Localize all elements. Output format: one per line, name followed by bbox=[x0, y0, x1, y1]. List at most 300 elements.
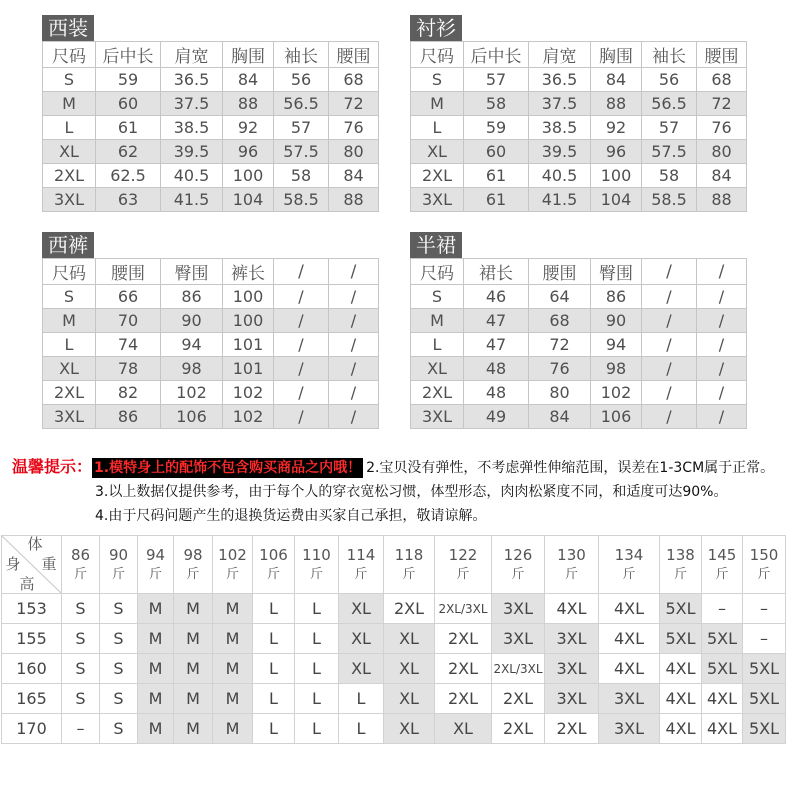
corner-cell bbox=[2, 536, 62, 594]
weight-value: 118 bbox=[394, 545, 424, 564]
recommended-size-cell: S bbox=[100, 714, 138, 744]
measurement-cell: 60 bbox=[464, 140, 529, 164]
measurement-cell: / bbox=[642, 405, 697, 429]
column-header: / bbox=[329, 259, 379, 285]
measurement-cell: 88 bbox=[223, 92, 274, 116]
recommended-size-cell: S bbox=[100, 654, 138, 684]
table-row bbox=[411, 68, 747, 92]
table-row bbox=[2, 654, 786, 684]
table-body bbox=[43, 285, 379, 429]
recommended-size-cell: 3XL bbox=[492, 594, 545, 624]
size-cell: S bbox=[43, 68, 96, 92]
measurement-cell: 37.5 bbox=[161, 92, 223, 116]
size-cell: XL bbox=[411, 357, 464, 381]
header-row bbox=[43, 259, 379, 285]
recommended-size-cell: S bbox=[62, 594, 100, 624]
chart-body bbox=[2, 594, 786, 744]
recommended-size-cell: XL bbox=[384, 654, 435, 684]
tips-section bbox=[12, 455, 788, 529]
recommended-size-cell: 4XL bbox=[599, 594, 660, 624]
shirt-size-table bbox=[410, 15, 746, 212]
recommended-size-cell: 3XL bbox=[545, 624, 599, 654]
measurement-cell: 72 bbox=[697, 92, 747, 116]
measurement-cell: / bbox=[329, 333, 379, 357]
measurement-cell: 102 bbox=[161, 381, 223, 405]
weight-header bbox=[492, 536, 545, 594]
recommended-size-cell: L bbox=[295, 714, 339, 744]
weight-value: 122 bbox=[448, 545, 478, 564]
recommended-size-cell: M bbox=[213, 624, 253, 654]
measurement-cell: 72 bbox=[329, 92, 379, 116]
measurement-cell: 48 bbox=[464, 381, 529, 405]
measurement-cell: 68 bbox=[697, 68, 747, 92]
weight-header bbox=[660, 536, 702, 594]
recommended-size-cell: 3XL bbox=[492, 624, 545, 654]
measurement-cell: 68 bbox=[329, 68, 379, 92]
height-cell: 153 bbox=[2, 594, 62, 624]
measurement-cell: 70 bbox=[96, 309, 161, 333]
measurement-cell: / bbox=[274, 405, 329, 429]
recommended-size-cell: 3XL bbox=[599, 714, 660, 744]
recommended-size-cell: L bbox=[295, 624, 339, 654]
table-row bbox=[43, 164, 379, 188]
weight-value: 130 bbox=[557, 545, 586, 564]
tips-line-3 bbox=[12, 504, 788, 529]
column-header: / bbox=[697, 259, 747, 285]
size-cell: L bbox=[43, 333, 96, 357]
measurement-cell: 98 bbox=[161, 357, 223, 381]
measurement-cell: 58 bbox=[642, 164, 697, 188]
measurement-cell: 88 bbox=[697, 188, 747, 212]
measurement-cell: 106 bbox=[591, 405, 642, 429]
recommended-size-cell: XL bbox=[339, 624, 384, 654]
height-axis-label-char: 高 bbox=[19, 575, 35, 593]
measurement-cell: 38.5 bbox=[161, 116, 223, 140]
weight-unit: 斤 bbox=[673, 566, 687, 582]
column-header: 尺码 bbox=[43, 259, 96, 285]
measurement-cell: 58 bbox=[464, 92, 529, 116]
weight-value: 150 bbox=[749, 545, 779, 564]
table-header bbox=[43, 42, 379, 68]
recommended-size-cell: M bbox=[213, 684, 253, 714]
recommended-size-cell: 4XL bbox=[545, 594, 599, 624]
measurement-cell: 76 bbox=[529, 357, 591, 381]
recommended-size-cell: M bbox=[138, 714, 174, 744]
measurement-cell: 56.5 bbox=[642, 92, 697, 116]
table-row bbox=[411, 357, 747, 381]
weight-value: 114 bbox=[346, 545, 376, 564]
recommended-size-cell: M bbox=[138, 594, 174, 624]
table-row bbox=[43, 333, 379, 357]
recommended-size-cell: M bbox=[138, 624, 174, 654]
measurement-cell: / bbox=[697, 309, 747, 333]
measurement-cell: 61 bbox=[464, 188, 529, 212]
measurement-cell: 39.5 bbox=[161, 140, 223, 164]
measurement-cell: / bbox=[329, 357, 379, 381]
weight-header bbox=[384, 536, 435, 594]
weight-header bbox=[339, 536, 384, 594]
table-row bbox=[411, 333, 747, 357]
size-grid bbox=[410, 41, 747, 212]
measurement-cell: 84 bbox=[697, 164, 747, 188]
measurement-cell: 56 bbox=[274, 68, 329, 92]
weight-axis-label-char: 重 bbox=[41, 555, 57, 573]
recommended-size-cell: M bbox=[138, 654, 174, 684]
height-weight-size-chart bbox=[1, 535, 786, 744]
recommended-size-cell: 4XL bbox=[660, 684, 702, 714]
weight-unit: 斤 bbox=[148, 566, 162, 582]
measurement-cell: 92 bbox=[223, 116, 274, 140]
recommended-size-cell: M bbox=[213, 594, 253, 624]
recommended-size-cell: 5XL bbox=[743, 654, 786, 684]
measurement-cell: 102 bbox=[223, 381, 274, 405]
measurement-cell: 36.5 bbox=[161, 68, 223, 92]
measurement-cell: 88 bbox=[329, 188, 379, 212]
height-cell: 155 bbox=[2, 624, 62, 654]
recommended-size-cell: 2XL bbox=[435, 654, 492, 684]
corner-box bbox=[2, 536, 61, 593]
weight-value: 90 bbox=[108, 545, 129, 564]
size-cell: M bbox=[43, 92, 96, 116]
tip-highlight: 1.模特身上的配饰不包含购买商品之内哦！ bbox=[94, 460, 362, 476]
measurement-cell: 68 bbox=[529, 309, 591, 333]
table-row bbox=[43, 92, 379, 116]
column-header: 袖长 bbox=[642, 42, 697, 68]
measurement-cell: 102 bbox=[591, 381, 642, 405]
table-header bbox=[411, 259, 747, 285]
recommended-size-cell: L bbox=[295, 594, 339, 624]
weight-value: 102 bbox=[218, 545, 247, 564]
weight-unit: 斤 bbox=[456, 566, 470, 582]
measurement-cell: 86 bbox=[161, 285, 223, 309]
weight-header bbox=[174, 536, 213, 594]
measurement-cell: 57 bbox=[274, 116, 329, 140]
measurement-cell: 62 bbox=[96, 140, 161, 164]
measurement-cell: / bbox=[697, 333, 747, 357]
column-header: 胸围 bbox=[591, 42, 642, 68]
column-header: 肩宽 bbox=[161, 42, 223, 68]
column-header: 腰围 bbox=[697, 42, 747, 68]
measurement-cell: 101 bbox=[223, 357, 274, 381]
table-row bbox=[43, 357, 379, 381]
measurement-cell: 41.5 bbox=[161, 188, 223, 212]
measurement-cell: 61 bbox=[464, 164, 529, 188]
measurement-cell: 78 bbox=[96, 357, 161, 381]
recommended-size-cell: L bbox=[253, 654, 295, 684]
measurement-cell: 80 bbox=[697, 140, 747, 164]
height-cell: 165 bbox=[2, 684, 62, 714]
recommended-size-cell: 2XL bbox=[384, 594, 435, 624]
recommended-size-cell: 2XL bbox=[435, 624, 492, 654]
table-row bbox=[411, 188, 747, 212]
weight-unit: 斤 bbox=[186, 566, 200, 582]
size-cell: 2XL bbox=[411, 381, 464, 405]
recommended-size-cell: S bbox=[62, 654, 100, 684]
measurement-cell: / bbox=[697, 405, 747, 429]
measurement-cell: 40.5 bbox=[529, 164, 591, 188]
recommended-size-cell: L bbox=[253, 624, 295, 654]
weight-unit: 斤 bbox=[715, 566, 729, 582]
column-header: 胸围 bbox=[223, 42, 274, 68]
table-body bbox=[411, 285, 747, 429]
chart-header bbox=[2, 536, 786, 594]
recommended-size-cell: 3XL bbox=[599, 684, 660, 714]
measurement-cell: 84 bbox=[529, 405, 591, 429]
measurement-cell: 58 bbox=[274, 164, 329, 188]
measurement-cell: 48 bbox=[464, 357, 529, 381]
weight-value: 110 bbox=[302, 545, 331, 564]
measurement-cell: / bbox=[642, 333, 697, 357]
height-cell: 170 bbox=[2, 714, 62, 744]
recommended-size-cell: L bbox=[339, 714, 384, 744]
recommended-size-cell: S bbox=[62, 624, 100, 654]
measurement-cell: / bbox=[642, 285, 697, 309]
table-row bbox=[411, 309, 747, 333]
column-header: 臀围 bbox=[591, 259, 642, 285]
size-cell: 3XL bbox=[43, 405, 96, 429]
size-cell: M bbox=[411, 309, 464, 333]
measurement-cell: 39.5 bbox=[529, 140, 591, 164]
table-row bbox=[43, 309, 379, 333]
weight-unit: 斤 bbox=[757, 566, 771, 582]
table-row bbox=[43, 285, 379, 309]
recommended-size-cell: – bbox=[62, 714, 100, 744]
column-header: 尺码 bbox=[411, 259, 464, 285]
header-row bbox=[411, 42, 747, 68]
measurement-cell: 57 bbox=[464, 68, 529, 92]
measurement-cell: / bbox=[274, 333, 329, 357]
weight-header bbox=[100, 536, 138, 594]
recommended-size-cell: L bbox=[295, 684, 339, 714]
tip-text: 3.以上数据仅提供参考，由于每个人的穿衣宽松习惯，体型形态，肉肉松紧度不同，和适度可达90%。 bbox=[95, 483, 728, 500]
height-cell: 160 bbox=[2, 654, 62, 684]
measurement-cell: / bbox=[274, 285, 329, 309]
recommended-size-cell: S bbox=[100, 624, 138, 654]
recommended-size-cell: S bbox=[100, 594, 138, 624]
measurement-cell: 74 bbox=[96, 333, 161, 357]
measurement-cell: 56 bbox=[642, 68, 697, 92]
table-title: 衬衫 bbox=[410, 15, 462, 41]
table-row bbox=[43, 116, 379, 140]
column-header: 腰围 bbox=[529, 259, 591, 285]
weight-header bbox=[138, 536, 174, 594]
recommended-size-cell: 4XL bbox=[702, 714, 743, 744]
recommended-size-cell: XL bbox=[384, 714, 435, 744]
table-title: 西裤 bbox=[42, 232, 94, 258]
measurement-cell: 76 bbox=[697, 116, 747, 140]
size-grid bbox=[410, 258, 747, 429]
recommended-size-cell: M bbox=[174, 654, 213, 684]
measurement-cell: 100 bbox=[223, 164, 274, 188]
recommended-size-cell: 4XL bbox=[702, 684, 743, 714]
tips-line-2 bbox=[12, 480, 788, 505]
column-header: 腰围 bbox=[329, 42, 379, 68]
weight-value: 126 bbox=[503, 545, 533, 564]
weight-header bbox=[545, 536, 599, 594]
weight-header bbox=[599, 536, 660, 594]
table-row bbox=[411, 116, 747, 140]
measurement-cell: 59 bbox=[464, 116, 529, 140]
recommended-size-cell: 5XL bbox=[702, 654, 743, 684]
size-cell: L bbox=[43, 116, 96, 140]
measurement-cell: / bbox=[642, 381, 697, 405]
recommended-size-cell: XL bbox=[435, 714, 492, 744]
measurement-cell: 106 bbox=[161, 405, 223, 429]
column-header: 后中长 bbox=[464, 42, 529, 68]
weight-unit: 斤 bbox=[266, 566, 280, 582]
weight-value: 145 bbox=[707, 545, 737, 564]
measurement-cell: / bbox=[329, 405, 379, 429]
column-header: 臀围 bbox=[161, 259, 223, 285]
table-row bbox=[2, 684, 786, 714]
size-cell: XL bbox=[43, 140, 96, 164]
measurement-cell: / bbox=[642, 309, 697, 333]
measurement-cell: 80 bbox=[529, 381, 591, 405]
recommended-size-cell: M bbox=[213, 714, 253, 744]
measurement-cell: 94 bbox=[591, 333, 642, 357]
weight-unit: 斤 bbox=[73, 566, 87, 582]
measurement-cell: 90 bbox=[591, 309, 642, 333]
measurement-cell: 80 bbox=[329, 140, 379, 164]
size-cell: 2XL bbox=[411, 164, 464, 188]
recommended-size-cell: 5XL bbox=[743, 714, 786, 744]
column-header: 裤长 bbox=[223, 259, 274, 285]
measurement-cell: 102 bbox=[223, 405, 274, 429]
measurement-cell: 100 bbox=[223, 309, 274, 333]
measurement-cell: / bbox=[274, 357, 329, 381]
recommended-size-cell: 3XL bbox=[545, 654, 599, 684]
measurement-cell: 86 bbox=[96, 405, 161, 429]
measurement-cell: 72 bbox=[529, 333, 591, 357]
measurement-cell: / bbox=[697, 285, 747, 309]
table-row bbox=[411, 92, 747, 116]
weight-unit: 斤 bbox=[354, 566, 368, 582]
measurement-cell: 49 bbox=[464, 405, 529, 429]
recommended-size-cell: 2XL/3XL bbox=[492, 654, 545, 684]
column-header: / bbox=[274, 259, 329, 285]
skirt-size-table bbox=[410, 232, 746, 429]
measurement-cell: 40.5 bbox=[161, 164, 223, 188]
recommended-size-cell: – bbox=[743, 624, 786, 654]
measurement-cell: 94 bbox=[161, 333, 223, 357]
weight-unit: 斤 bbox=[564, 566, 578, 582]
column-header: 肩宽 bbox=[529, 42, 591, 68]
table-row bbox=[43, 188, 379, 212]
weight-header bbox=[295, 536, 339, 594]
measurement-cell: 100 bbox=[591, 164, 642, 188]
measurement-cell: 88 bbox=[591, 92, 642, 116]
recommended-size-cell: 5XL bbox=[660, 624, 702, 654]
measurement-cell: 46 bbox=[464, 285, 529, 309]
measurement-cell: 60 bbox=[96, 92, 161, 116]
recommended-size-cell: M bbox=[174, 714, 213, 744]
measurement-cell: / bbox=[274, 381, 329, 405]
table-title: 西装 bbox=[42, 15, 94, 41]
size-cell: 2XL bbox=[43, 381, 96, 405]
weight-value: 138 bbox=[666, 545, 695, 564]
measurement-cell: 47 bbox=[464, 333, 529, 357]
measurement-cell: 36.5 bbox=[529, 68, 591, 92]
measurement-cell: 92 bbox=[591, 116, 642, 140]
recommended-size-cell: XL bbox=[384, 624, 435, 654]
size-cell: XL bbox=[411, 140, 464, 164]
measurement-cell: 58.5 bbox=[642, 188, 697, 212]
table-row bbox=[411, 405, 747, 429]
recommended-size-cell: 4XL bbox=[599, 654, 660, 684]
weight-header bbox=[213, 536, 253, 594]
size-cell: L bbox=[411, 333, 464, 357]
weight-value: 98 bbox=[183, 545, 203, 564]
size-cell: S bbox=[411, 68, 464, 92]
table-row bbox=[43, 405, 379, 429]
measurement-cell: 64 bbox=[529, 285, 591, 309]
measurement-cell: 84 bbox=[329, 164, 379, 188]
table-body bbox=[411, 68, 747, 212]
measurement-cell: 104 bbox=[591, 188, 642, 212]
measurement-cell: 98 bbox=[591, 357, 642, 381]
measurement-cell: / bbox=[329, 309, 379, 333]
weight-axis-label-char: 体 bbox=[27, 535, 43, 553]
recommended-size-cell: L bbox=[339, 684, 384, 714]
measurement-cell: / bbox=[642, 357, 697, 381]
column-header: 尺码 bbox=[411, 42, 464, 68]
size-cell: L bbox=[411, 116, 464, 140]
measurement-cell: 57.5 bbox=[274, 140, 329, 164]
measurement-cell: 41.5 bbox=[529, 188, 591, 212]
recommended-size-cell: 5XL bbox=[743, 684, 786, 714]
weight-header bbox=[743, 536, 786, 594]
weight-value: 106 bbox=[259, 545, 288, 564]
measurement-cell: 38.5 bbox=[529, 116, 591, 140]
column-header: / bbox=[642, 259, 697, 285]
weight-unit: 斤 bbox=[309, 566, 323, 582]
table-row bbox=[2, 624, 786, 654]
table-header bbox=[43, 259, 379, 285]
table-row bbox=[411, 140, 747, 164]
header-row bbox=[411, 259, 747, 285]
recommended-size-cell: M bbox=[174, 594, 213, 624]
column-header: 裙长 bbox=[464, 259, 529, 285]
size-cell: S bbox=[411, 285, 464, 309]
weight-value: 134 bbox=[614, 545, 644, 564]
size-cell: M bbox=[43, 309, 96, 333]
size-cell: 3XL bbox=[411, 405, 464, 429]
recommended-size-cell: L bbox=[295, 654, 339, 684]
recommended-size-cell: L bbox=[253, 684, 295, 714]
size-cell: S bbox=[43, 285, 96, 309]
measurement-cell: 47 bbox=[464, 309, 529, 333]
measurement-cell: 61 bbox=[96, 116, 161, 140]
height-axis-label-char: 身 bbox=[5, 555, 21, 573]
size-cell: 2XL bbox=[43, 164, 96, 188]
size-cell: M bbox=[411, 92, 464, 116]
tip-text: 4.由于尺码问题产生的退换货运费由买家自己承担，敬请谅解。 bbox=[95, 508, 487, 524]
measurement-cell: 96 bbox=[591, 140, 642, 164]
measurement-cell: / bbox=[329, 381, 379, 405]
table-row bbox=[2, 714, 786, 744]
measurement-cell: 76 bbox=[329, 116, 379, 140]
recommended-size-cell: L bbox=[253, 594, 295, 624]
recommended-size-cell: S bbox=[100, 684, 138, 714]
measurement-cell: 96 bbox=[223, 140, 274, 164]
weight-unit: 斤 bbox=[622, 566, 636, 582]
weight-unit: 斤 bbox=[511, 566, 525, 582]
recommended-size-cell: – bbox=[743, 594, 786, 624]
trousers-size-table bbox=[42, 232, 378, 429]
column-header: 袖长 bbox=[274, 42, 329, 68]
size-grid bbox=[42, 41, 379, 212]
recommended-size-cell: 3XL bbox=[545, 684, 599, 714]
